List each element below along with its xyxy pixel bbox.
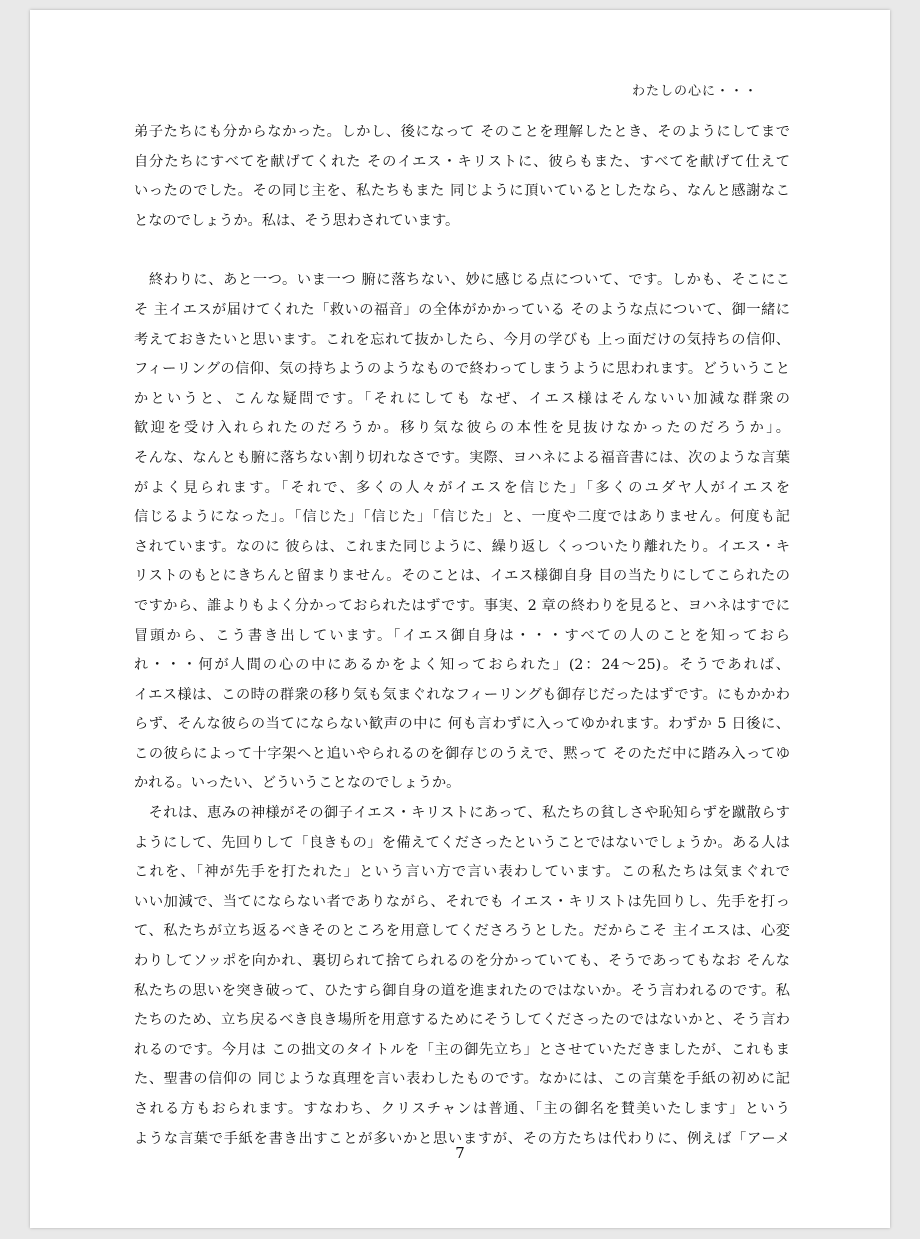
text-line: かというと、こんな疑問です。「それにしても なぜ、イエス様はそんないい加減な群衆の — [134, 390, 790, 407]
text-line: れるのです。今月は この拙文のタイトルを「主の御先立ち」とさせていただきましたが、これもま — [134, 1041, 790, 1058]
text-line: れ・・・何が人間の心の中にあるかをよく知っておられた」(2：24～25)。そうであれば、 — [134, 657, 790, 674]
text-line: リストのもとにきちんと留まりません。そのことは、イエス様御自身 目の当たりにしてこられたの — [134, 568, 790, 585]
body-text — [134, 118, 790, 1154]
paragraph-3 — [134, 799, 790, 1154]
text-line: される方もおられます。すなわち、クリスチャンは普通、「主の御名を賛美いたします」という — [134, 1101, 790, 1117]
document-page — [30, 10, 890, 1228]
text-line: されています。なのに 彼らは、これまた同じように、繰り返し くっついたり離れたり。イエス・キ — [134, 538, 790, 555]
text-line: ような言葉で手紙を書き出すことが多いかと思いますが、その方たちは代わりに、例えば「アーメ — [134, 1130, 790, 1147]
text-line: 冒頭から、こう書き出しています。「イエス御自身は・・・すべての人のことを知っておら — [134, 627, 790, 644]
text-line: この彼らによって十字架へと追いやられるのを御存じのうえで、黙って そのただ中に踏み入ってゆ — [134, 745, 790, 762]
text-line: ですから、誰よりもよく分かっておられたはずです。事実、2 章の終わりを見ると、ヨハネはすでに — [134, 597, 790, 614]
text-line: た、聖書の信仰の 同じような真理を言い表わしたものです。なかには、この言葉を手紙の初めに記 — [134, 1071, 790, 1088]
text-line: ようにして、先回りして「良きもの」を備えてくださったということではないでしょうか。ある人は — [134, 834, 790, 851]
text-line: 弟子たちにも分からなかった。しかし、後になって そのことを理解したとき、そのようにしてまで — [134, 124, 790, 140]
paragraph-gap — [134, 236, 790, 266]
text-line: それは、恵みの神様がその御子イエス・キリストにあって、私たちの貧しさや恥知らずを蹴散らす — [134, 805, 790, 822]
text-line: 終わりに、あと一つ。いま一つ 腑に落ちない、妙に感じる点について、です。しかも、そこにこ — [134, 272, 790, 289]
text-line: そ 主イエスが届けてくれた「救いの福音」の全体がかかっている そのような点について、御一緒に — [134, 301, 790, 318]
text-line: たちのため、立ち戻るべき良き場所を用意するためにそうしてくださったのではないかと、そう言わ — [134, 1012, 790, 1029]
text-line: いったのでした。その同じ主を、私たちもまた 同じように頂いているとしたなら、なんと感謝なこ — [134, 183, 790, 200]
text-line: がよく見られます。「それで、多くの人々がイエスを信じた」「多くのユダヤ人がイエスを — [134, 479, 790, 496]
text-line: わりしてソッポを向かれ、裏切られて捨てられるのを分かっていても、そうであってもなお そんな — [134, 953, 790, 970]
text-line: 自分たちにすべてを献げてくれた そのイエス・キリストに、彼らもまた、すべてを献げて仕えて — [134, 153, 790, 170]
running-header: わたしの心に・・・ — [631, 84, 758, 99]
text-line: らず、そんな彼らの当てにならない歓声の中に 何も言わずに入ってゆかれます。わずか 5 日後に、 — [134, 716, 790, 733]
paragraph-2 — [134, 266, 790, 799]
text-line: て、私たちが立ち返るべきそのところを用意してくださろうとした。だからこそ 主イエスは、心変 — [134, 923, 790, 940]
page-number: 7 — [455, 1144, 465, 1162]
text-line: そんな、なんとも腑に落ちない割り切れなさです。実際、ヨハネによる福音書には、次のような言葉 — [134, 449, 790, 466]
text-line: 信じるようになった」。「信じた」「信じた」「信じた」と、一度や二度ではありません。何度も記 — [134, 509, 790, 526]
text-line: これを、「神が先手を打たれた」という言い方で言い表わしています。この私たちは気まぐれで — [134, 864, 790, 881]
text-line: フィーリングの信仰、気の持ちようのようなもので終わってしまうように思われます。どういうこと — [134, 361, 790, 378]
text-line: いい加減で、当てにならない者でありながら、それでも イエス・キリストは先回りし、先手を打っ — [134, 893, 790, 910]
text-line: となのでしょうか。私は、そう思わされています。 — [134, 212, 460, 229]
text-line: かれる。いったい、どういうことなのでしょうか。 — [134, 775, 461, 792]
text-line: 歓迎を受け入れられたのだろうか。移り気な彼らの本性を見抜けなかったのだろうか」。 — [134, 420, 790, 437]
paragraph-1 — [134, 118, 790, 236]
text-line: 私たちの思いを突き破って、ひたすら御自身の道を進まれたのではないか。そう言われるのです。私 — [134, 982, 790, 999]
text-line: 考えておきたいと思います。これを忘れて抜かしたら、今月の学びも 上っ面だけの気持ちの信仰、 — [134, 331, 790, 348]
text-line: イエス様は、この時の群衆の移り気も気まぐれなフィーリングも御存じだったはずです。にもかかわ — [134, 686, 790, 703]
